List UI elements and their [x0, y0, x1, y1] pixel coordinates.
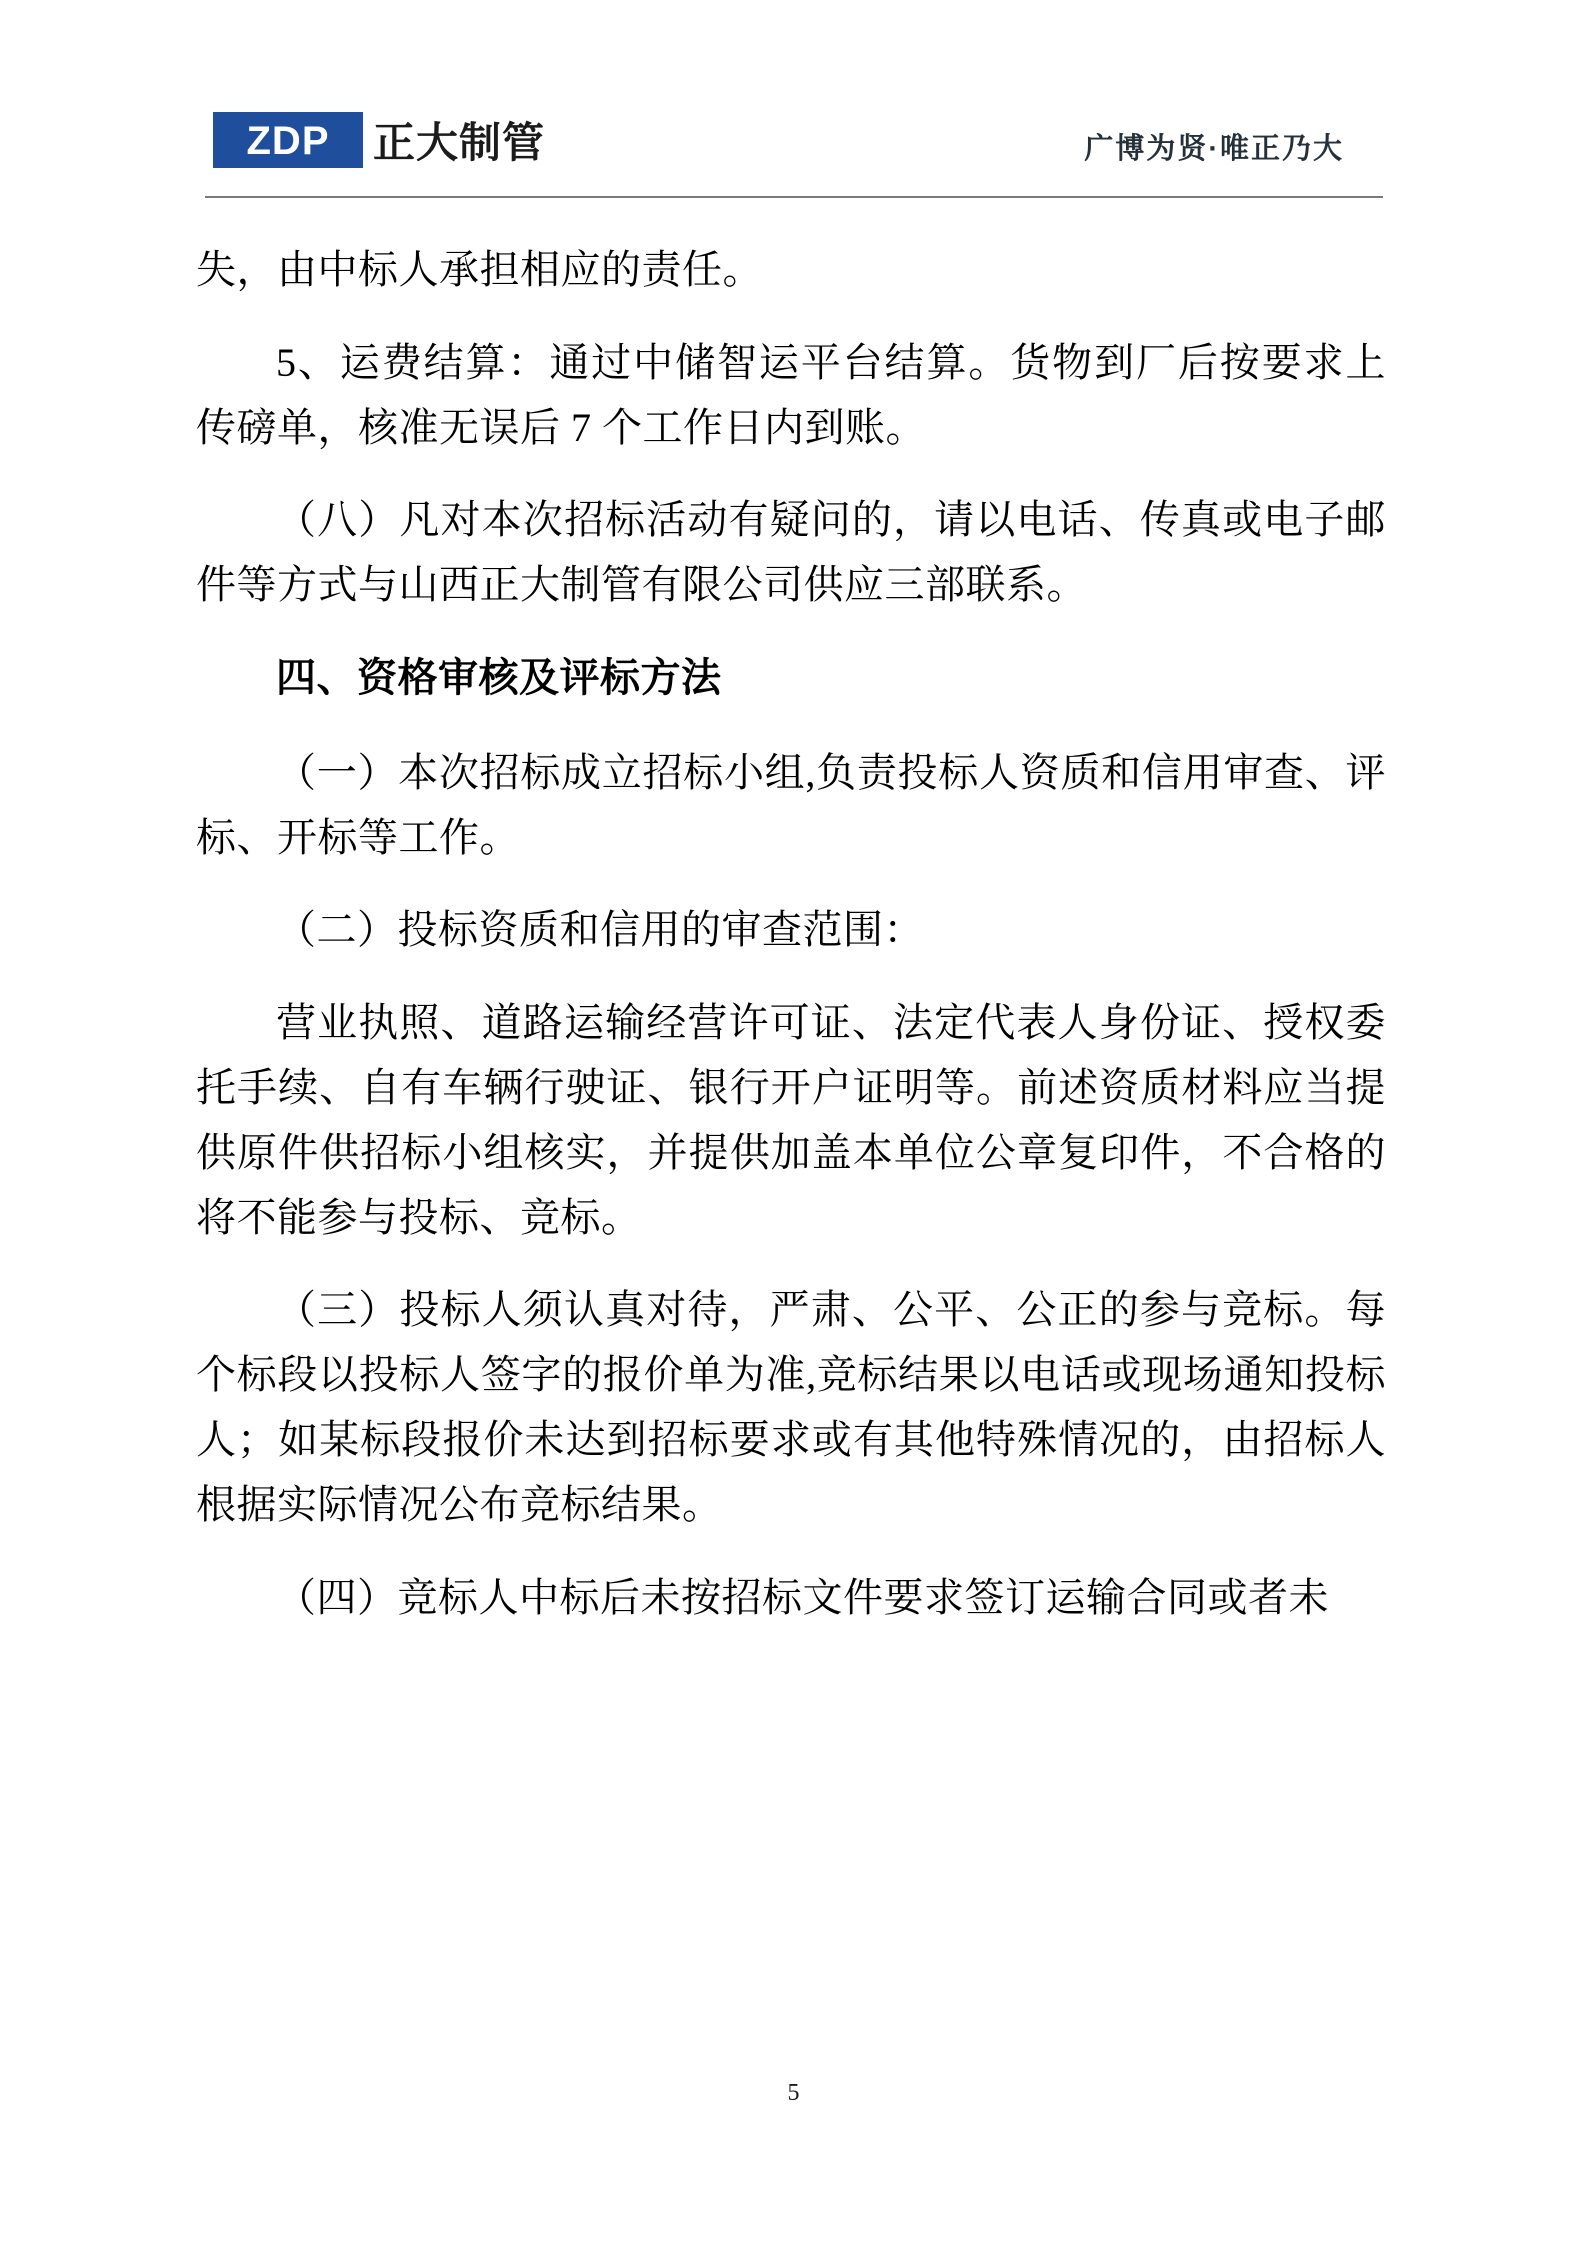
- paragraph: 营业执照、道路运输经营许可证、法定代表人身份证、授权委托手续、自有车辆行驶证、银行开户证明等。前述资质材料应当提供原件供招标小组核实，并提供加盖本单位公章复印件，不合格的将不能参与投标、竞标。: [196, 1000, 1386, 1240]
- svg-text:ZDP: ZDP: [246, 119, 330, 163]
- paragraph: 5、运费结算：通过中储智运平台结算。货物到厂后按要求上传磅单，核准无误后 7 个工作日内到账。: [196, 339, 1386, 450]
- paragraph: （四）竞标人中标后未按招标文件要求签订运输合同或者未: [276, 1574, 1329, 1620]
- paragraph: （三）投标人须认真对待，严肃、公平、公正的参与竞标。每个标段以投标人签字的报价单为准,竞标结果以电话或现场通知投标人；如某标段报价未达到招标要求或有其他特殊情况的，由招标人根据实际情况公布竞标结果。: [196, 1287, 1386, 1527]
- document-body: [196, 238, 1386, 1658]
- paragraph: （八）凡对本次招标活动有疑问的，请以电话、传真或电子邮件等方式与山西正大制管有限公司供应三部联系。: [196, 497, 1386, 608]
- header-divider: [205, 196, 1383, 198]
- section-heading: 四、资格审核及评标方法: [276, 654, 722, 700]
- company-slogan: 广博为贤·唯正乃大: [1084, 133, 1344, 165]
- paragraph: （一）本次招标成立招标小组,负责投标人资质和信用审查、评标、开标等工作。: [196, 749, 1386, 860]
- page-header: [205, 112, 1380, 202]
- page-number: 5: [787, 2080, 800, 2106]
- paragraph: 失，由中标人承担相应的责任。: [196, 247, 763, 292]
- paragraph: （二）投标资质和信用的审查范围：: [276, 907, 924, 953]
- company-logo: [205, 112, 545, 173]
- zdp-logo-icon: [213, 112, 363, 173]
- company-name-text: 正大制管: [373, 118, 546, 166]
